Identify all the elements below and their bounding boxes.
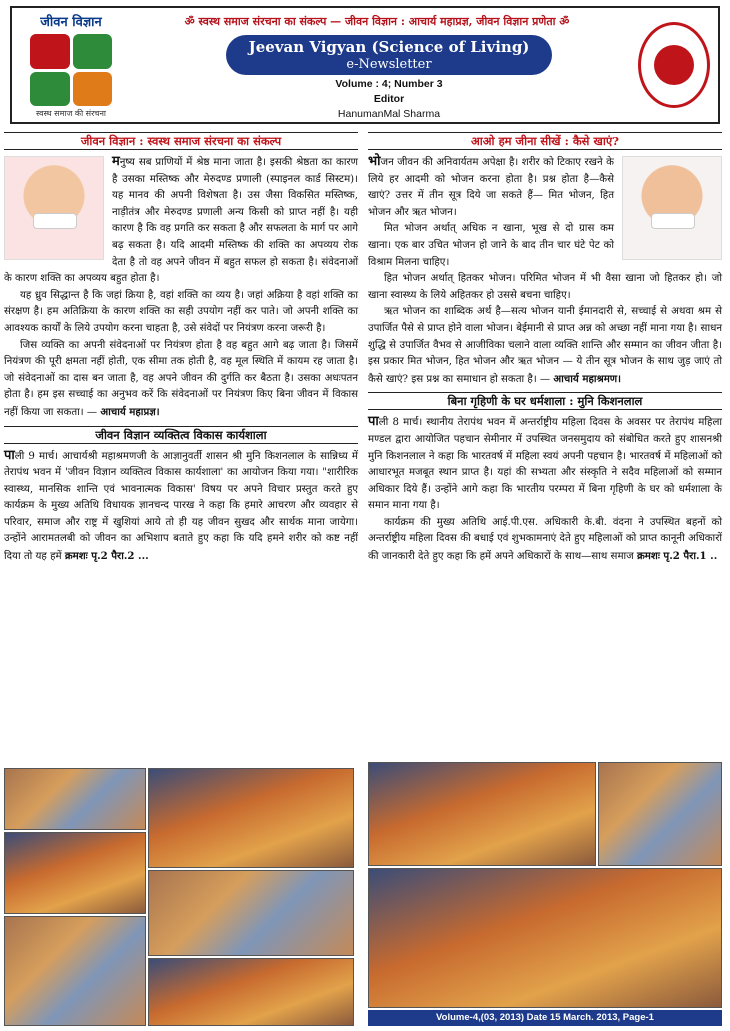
article-body-womens-day — [368, 414, 722, 565]
workshop-photo-5 — [4, 916, 146, 1026]
left-column — [4, 132, 358, 566]
paragraph: मित भोजन अर्थात् अधिक न खाना, भूख से दो ग्रास कम खाना। एक बार उचित भोजन हो जाने के बाद तीन चार घंटे पेट को विश्राम मिलना चाहिए। — [368, 223, 614, 268]
article-title-how-to-eat: आओ हम जीना सीखें : कैसे खाएं? — [368, 132, 722, 150]
acharya-mahashraman-photo — [622, 156, 722, 260]
article-body-healthy-society — [4, 154, 358, 422]
editor-name: HanumanMal Sharma — [337, 108, 441, 120]
dropcap: भो — [368, 154, 381, 169]
paragraph: कार्यक्रम की मुख्य अतिथि आई.पी.एस. अधिकारी के.बी. वंदना ने उपस्थित बहनों को अन्तर्राष्ट्रीय महिला दिवस की बधाई एवं शुभकामनाएं देते हुए महिलाओं को प्राप्त कानूनी अधिकारों की जानकारी देते हुए कहा कि हमें अपने अधिकारों के साथ—साथ समाज — [368, 516, 722, 563]
workshop-photo-6 — [148, 958, 354, 1026]
dropcap: पा — [368, 414, 379, 430]
newsletter-title: Jeevan Vigyan (Science of Living) — [248, 38, 530, 56]
article-title-workshop: जीवन विज्ञान व्यक्तित्व विकास कार्यशाला — [4, 426, 358, 444]
workshop-photo-3 — [4, 832, 146, 914]
article-body-workshop — [4, 448, 358, 566]
paragraph: जिस व्यक्ति का अपनी संवेदनाओं पर नियंत्रण होता है वह बहुत आगे बढ़ जाता है। जिसमें नियंत्रण की पूरी क्षमता नहीं होती, एक सीमा तक होती है, वह मूल स्थिति में कायम रह जाता है। जो संवेदनाओं का दास बन जाता है, वह अपने जीवन की दुर्गति कर बैठता है। उसका अधःपतन होता है। हम इस सच्चाई का अनुभव करें कि संवेदनाओं पर नियंत्रण किए बिना जीवन में विकास नहीं किया जा सकता। — — [4, 339, 358, 418]
dropcap: म — [112, 154, 120, 169]
continued-note: क्रमशः पृ.2 पैरा.2 ... — [64, 550, 149, 563]
author-signature: आचार्य महाप्रज्ञ। — [100, 405, 160, 418]
page-footer: Volume-4,(03, 2013) Date 15 March. 2013, Page-1 — [368, 1010, 722, 1026]
organization-seal-icon — [638, 22, 710, 108]
newsletter-title-badge — [226, 35, 552, 75]
volume-number: Volume : 4; Number 3 — [335, 78, 443, 90]
seminar-photo-2 — [598, 762, 722, 866]
article-body-how-to-eat — [368, 154, 722, 388]
paragraph: जन जीवन की अनिवार्यतम अपेक्षा है। शरीर को टिकाए रखने के लिये हर आदमी को भोजन करना होता है। प्रश्न होता है—कैसे खाएं? उत्तर में तीन सूत्र दिये जा सकते हैं— मित भोजन, हित भोजन और ऋत भोजन। — [368, 157, 614, 218]
article-title-healthy-society: जीवन विज्ञान : स्वस्थ समाज संरचना का संकल्प — [4, 132, 358, 150]
paragraph: यह ध्रुव सिद्धान्त है कि जहां क्रिया है, वहां शक्ति का व्यय है। जहां अक्रिया है वहां शक्ति का संरक्षण है। हम अतिक्रिया के कारण शक्ति का सही उपयोग नहीं कर पाते। जो अपनी शक्ति का आवश्यक कार्यों के लिये उपयोग करना चाहता है, उसे संवेदों पर नियंत्रण करना जरूरी है। — [4, 289, 358, 334]
newsletter-subtitle: e-Newsletter — [346, 57, 432, 72]
seminar-photo-1 — [368, 762, 596, 866]
paragraph: ली 9 मार्च। आचार्यश्री महाश्रमणजी के आज्ञानुवर्ती शासन श्री मुनि किशनलाल के सान्निध्य में तेरापंथ भवन में 'जीवन विज्ञान व्यक्तित्व विकास कार्यशाला' का आयोजन किया गया। "शारीरिक स्वास्थ्य, मानसिक शान्ति एवं भावनात्मक विकास' विषय पर अपने विचार प्रस्तुत करते हुए कार्यक्रम के मुख्य अतिथि विधायक ज्ञानचन्द पारख ने कहा कि हमारे आचरण और व्यवहार से परिवार, समाज और राष्ट्र में खुशियां आये तो ही यह जीवन सुखद और सार्थक माना जायेगा। उन्होंने आरामतलबी को जीवन का अभिशाप बताते हुए कहा कि यदि हमने शरीर को कष्ट नहीं दिया तो यह हमें — [4, 450, 358, 563]
continued-note: क्रमशः पृ.2 पैरा.1 .. — [636, 550, 718, 563]
workshop-photo-2 — [148, 768, 354, 868]
workshop-photo-4 — [148, 870, 354, 956]
paragraph: नुष्य सब प्राणियों में श्रेष्ठ माना जाता है। इसकी श्रेष्ठता का कारण है उसका मस्तिष्क और मेरुदण्ड प्रणाली (स्पाइनल कार्ड सिस्टम)। यह मानव की अपनी विशेषता है। उस जैसा विकसित मस्तिष्क, नाड़ीतंत्र और मेरुदण्ड प्रणाली अन्य किसी को प्राप्त नहीं है। यही कारण है कि वह प्रगति कर सकता है और सफलता के मार्ग पर आगे बढ़ सकता है। यदि आदमी मस्तिष्क की शक्ति का अपव्यय रोक देता है तो वह अपने जीवन में बहुत सफल हो सकता है। संवेदनाओं के कारण शक्ति का अपव्यय बहुत होता है। — [4, 157, 358, 285]
editor-label: Editor — [373, 93, 405, 105]
seminar-photo-3 — [368, 868, 722, 1008]
author-signature: आचार्य महाश्रमण। — [553, 372, 622, 385]
masthead — [10, 6, 720, 124]
right-column — [368, 132, 722, 566]
workshop-photo-1 — [4, 768, 146, 830]
logo-emblem-icon — [30, 34, 112, 106]
dropcap: पा — [4, 447, 15, 463]
paragraph: ली 8 मार्च। स्थानीय तेरापंथ भवन में अन्तर्राष्ट्रीय महिला दिवस के अवसर पर तेरापंथ महिला मण्डल द्वारा आयोजित पहचान सेमीनार में उपस्थित जनसमुदाय को संबोधित करते हुए शासनश्री मुनि किशनलाल ने कहा कि भारतवर्ष में महिला स्वयं अपनी पहचान है। भारतवर्ष में महिलाओं को आधारभूत मजबूत स्थान प्राप्त है। यहां की सभ्यता और संस्कृति ने सदैव महिलाओं को सम्मान अधिकार दिये हैं। उन्होंने आगे कहा कि भारतीय परम्परा में बिना गृहिणी के घर को धर्मशाला के समान माना गया है। — [368, 417, 722, 512]
logo-title: जीवन विज्ञान — [40, 15, 102, 30]
acharya-mahapragya-photo — [4, 156, 104, 260]
logo-tagline: स्वस्थ समाज की संरचना — [36, 109, 106, 118]
paragraph: ऋत भोजन का शाब्दिक अर्थ है—सत्य भोजन यानी ईमानदारी से, सच्चाई से अथवा श्रम से उपार्जित पैसे से प्राप्त होने वाला भोजन। बेईमानी से प्राप्त अन्न को अच्छा नहीं माना गया है। साधन शुद्धि से उपार्जित वैभव से आजीविका चलाने वाला व्यक्ति शान्ति और सम्मान का जीवन जीता है। इस प्रकार मित भोजन, हित भोजन और ऋत भोजन — ये तीन सूत्र भोजन के साथ जुड़ जाएं तो कैसे खाएं? इस प्रश्न का समाधान हो सकता है। — — [368, 306, 722, 385]
paragraph: हित भोजन अर्थात् हितकर भोजन। परिमित भोजन में भी वैसा खाना जो हितकर हो। जो खाना स्वास्थ्य के लिये अहितकर हो उससे बचना चाहिए। — [368, 273, 722, 301]
article-title-womens-day: बिना गृहिणी के घर धर्मशाला : मुनि किशनलाल — [368, 392, 722, 410]
jeevan-vigyan-logo — [22, 12, 120, 122]
header-banner: ॐ स्वस्थ समाज संरचना का संकल्प — जीवन विज्ञान : आचार्य महाप्रज्ञ, जीवन विज्ञान प्रणेता ॐ — [184, 15, 570, 28]
